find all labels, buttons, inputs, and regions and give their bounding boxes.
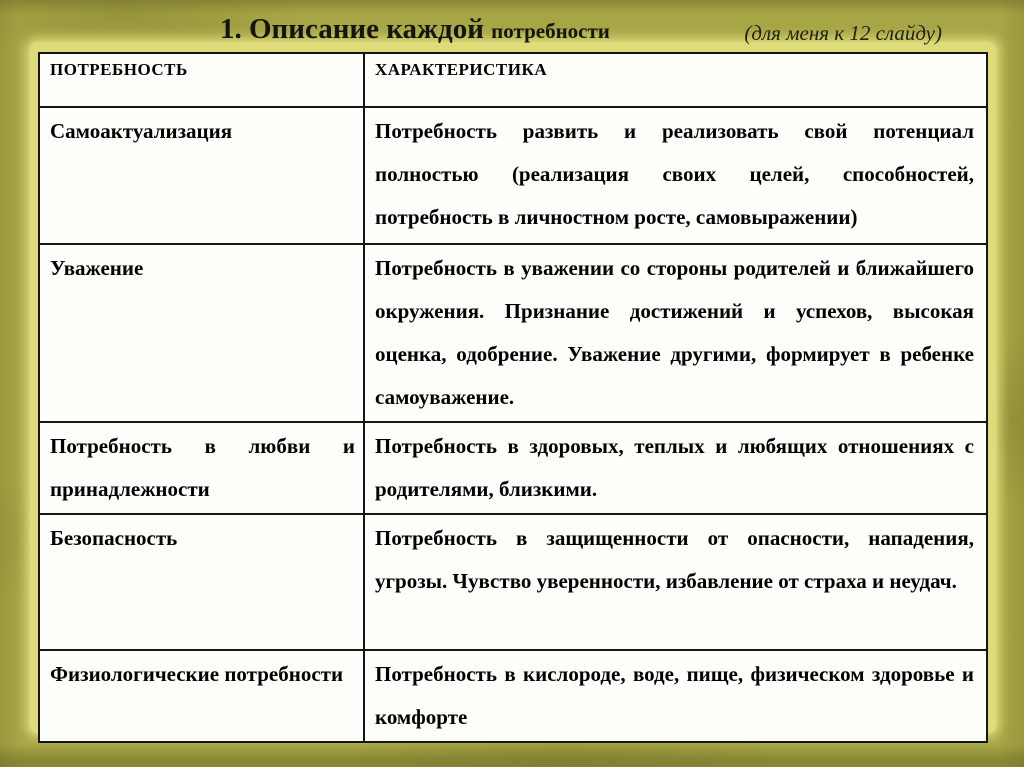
header-characteristic: ХАРАКТЕРИСТИКА	[364, 53, 987, 107]
needs-table	[38, 52, 988, 743]
table-row	[39, 107, 987, 244]
description-cell: Потребность развить и реализовать свой потенциал полностью (реализация своих целей, способностей, потребность в личностном росте, самовыражении)	[364, 107, 987, 244]
table-row	[39, 650, 987, 742]
table-row	[39, 422, 987, 514]
description-cell: Потребность в здоровых, теплых и любящих отношениях с родителями, близкими.	[364, 422, 987, 514]
table-header-row	[39, 53, 987, 107]
slide-title-note: (для меня к 12 слайду)	[744, 21, 942, 45]
description-cell: Потребность в уважении со стороны родителей и ближайшего окружения. Признание достижений и успехов, высокая оценка, одобрение. Уважение другими, формирует в ребенке самоуважение.	[364, 244, 987, 422]
slide-title-sub: потребности	[491, 19, 610, 43]
table-row	[39, 244, 987, 422]
description-cell: Потребность в кислороде, воде, пище, физическом здоровье и комфорте	[364, 650, 987, 742]
slide-title-main: 1. Описание каждой	[220, 13, 484, 45]
need-cell: Самоактуализация	[39, 107, 364, 244]
header-need: ПОТРЕБНОСТЬ	[39, 53, 364, 107]
need-cell: Физиологические потребности	[39, 650, 364, 742]
slide-title	[220, 13, 610, 46]
slide-title-row	[0, 10, 1024, 50]
description-cell: Потребность в защищенности от опасности, нападения, угрозы. Чувство уверенности, избавление от страха и неудач.	[364, 514, 987, 650]
need-cell: Уважение	[39, 244, 364, 422]
need-cell: Потребность в любви и принадлежности	[39, 422, 364, 514]
need-cell: Безопасность	[39, 514, 364, 650]
table-row	[39, 514, 987, 650]
